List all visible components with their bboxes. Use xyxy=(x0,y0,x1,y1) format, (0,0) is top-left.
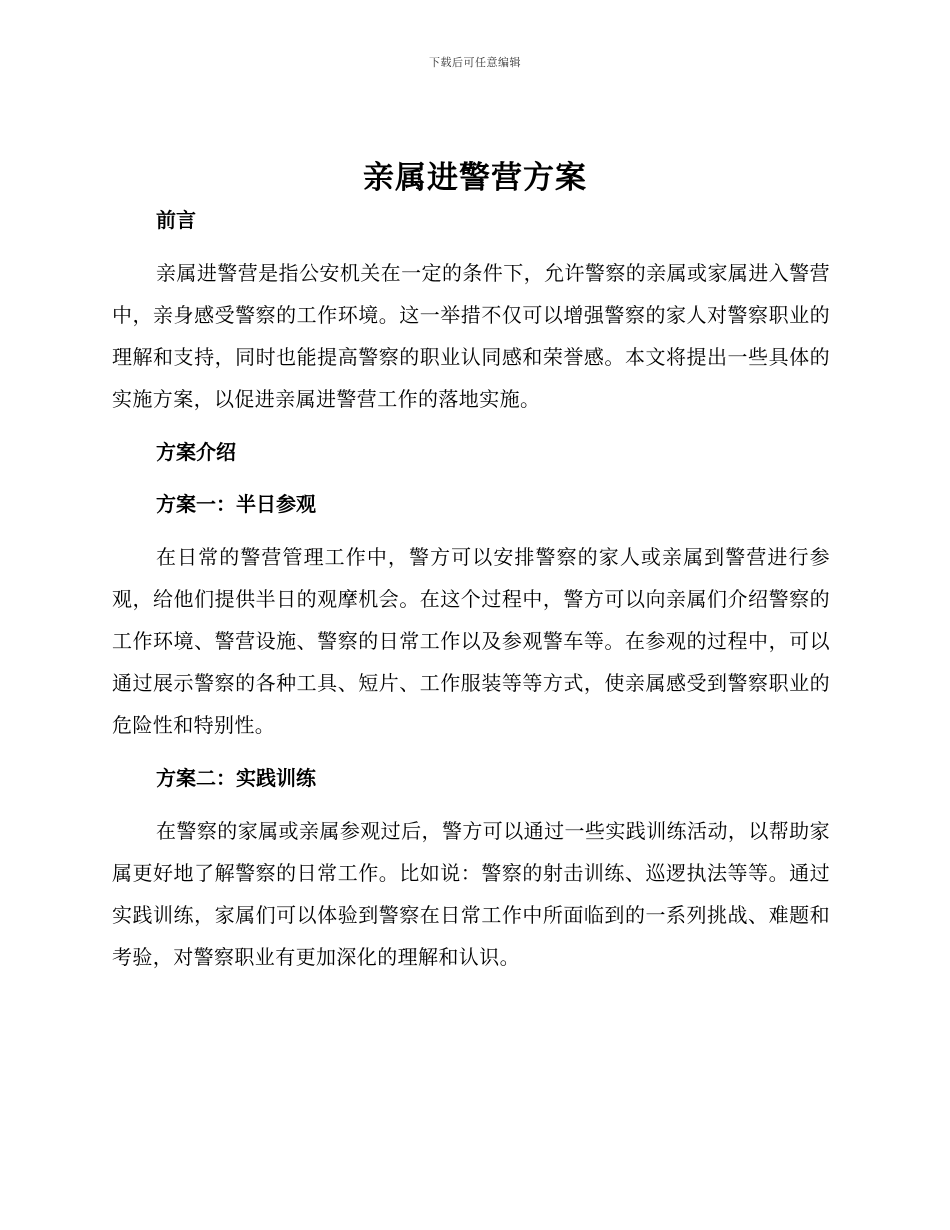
plan1-paragraph: 在日常的警营管理工作中，警方可以安排警察的家人或亲属到警营进行参观，给他们提供半日的观摩机会。在这个过程中，警方可以向亲属们介绍警察的工作环境、警营设施、警察的日常工作以及参观警车等。在参观的过程中，可以通过展示警察的各种工具、短片、工作服装等等方式，使亲属感受到警察职业的危险性和特别性。 xyxy=(112,545,830,737)
preface-paragraph: 亲属进警营是指公安机关在一定的条件下，允许警察的亲属或家属进入警营中，亲身感受警察的工作环境。这一举措不仅可以增强警察的家人对警察职业的理解和支持，同时也能提高警察的职业认同感和荣誉感。本文将提出一些具体的实施方案，以促进亲属进警营工作的落地实施。 xyxy=(112,261,830,411)
plan2-heading: 方案二：实践训练 xyxy=(156,766,316,790)
plan2-paragraph: 在警察的家属或亲属参观过后，警方可以通过一些实践训练活动，以帮助家属更好地了解警察的日常工作。比如说：警察的射击训练、巡逻执法等等。通过实践训练，家属们可以体验到警察在日常工作中所面临到的一系列挑战、难题和考验，对警察职业有更加深化的理解和认识。 xyxy=(112,819,830,969)
preface-heading: 前言 xyxy=(156,208,196,232)
document-body xyxy=(112,204,830,978)
document-title: 亲属进警营方案 xyxy=(363,160,587,196)
intro-heading: 方案介绍 xyxy=(156,440,236,464)
plan1-heading: 方案一：半日参观 xyxy=(156,492,316,516)
header-note: 下载后可任意编辑 xyxy=(429,56,521,69)
